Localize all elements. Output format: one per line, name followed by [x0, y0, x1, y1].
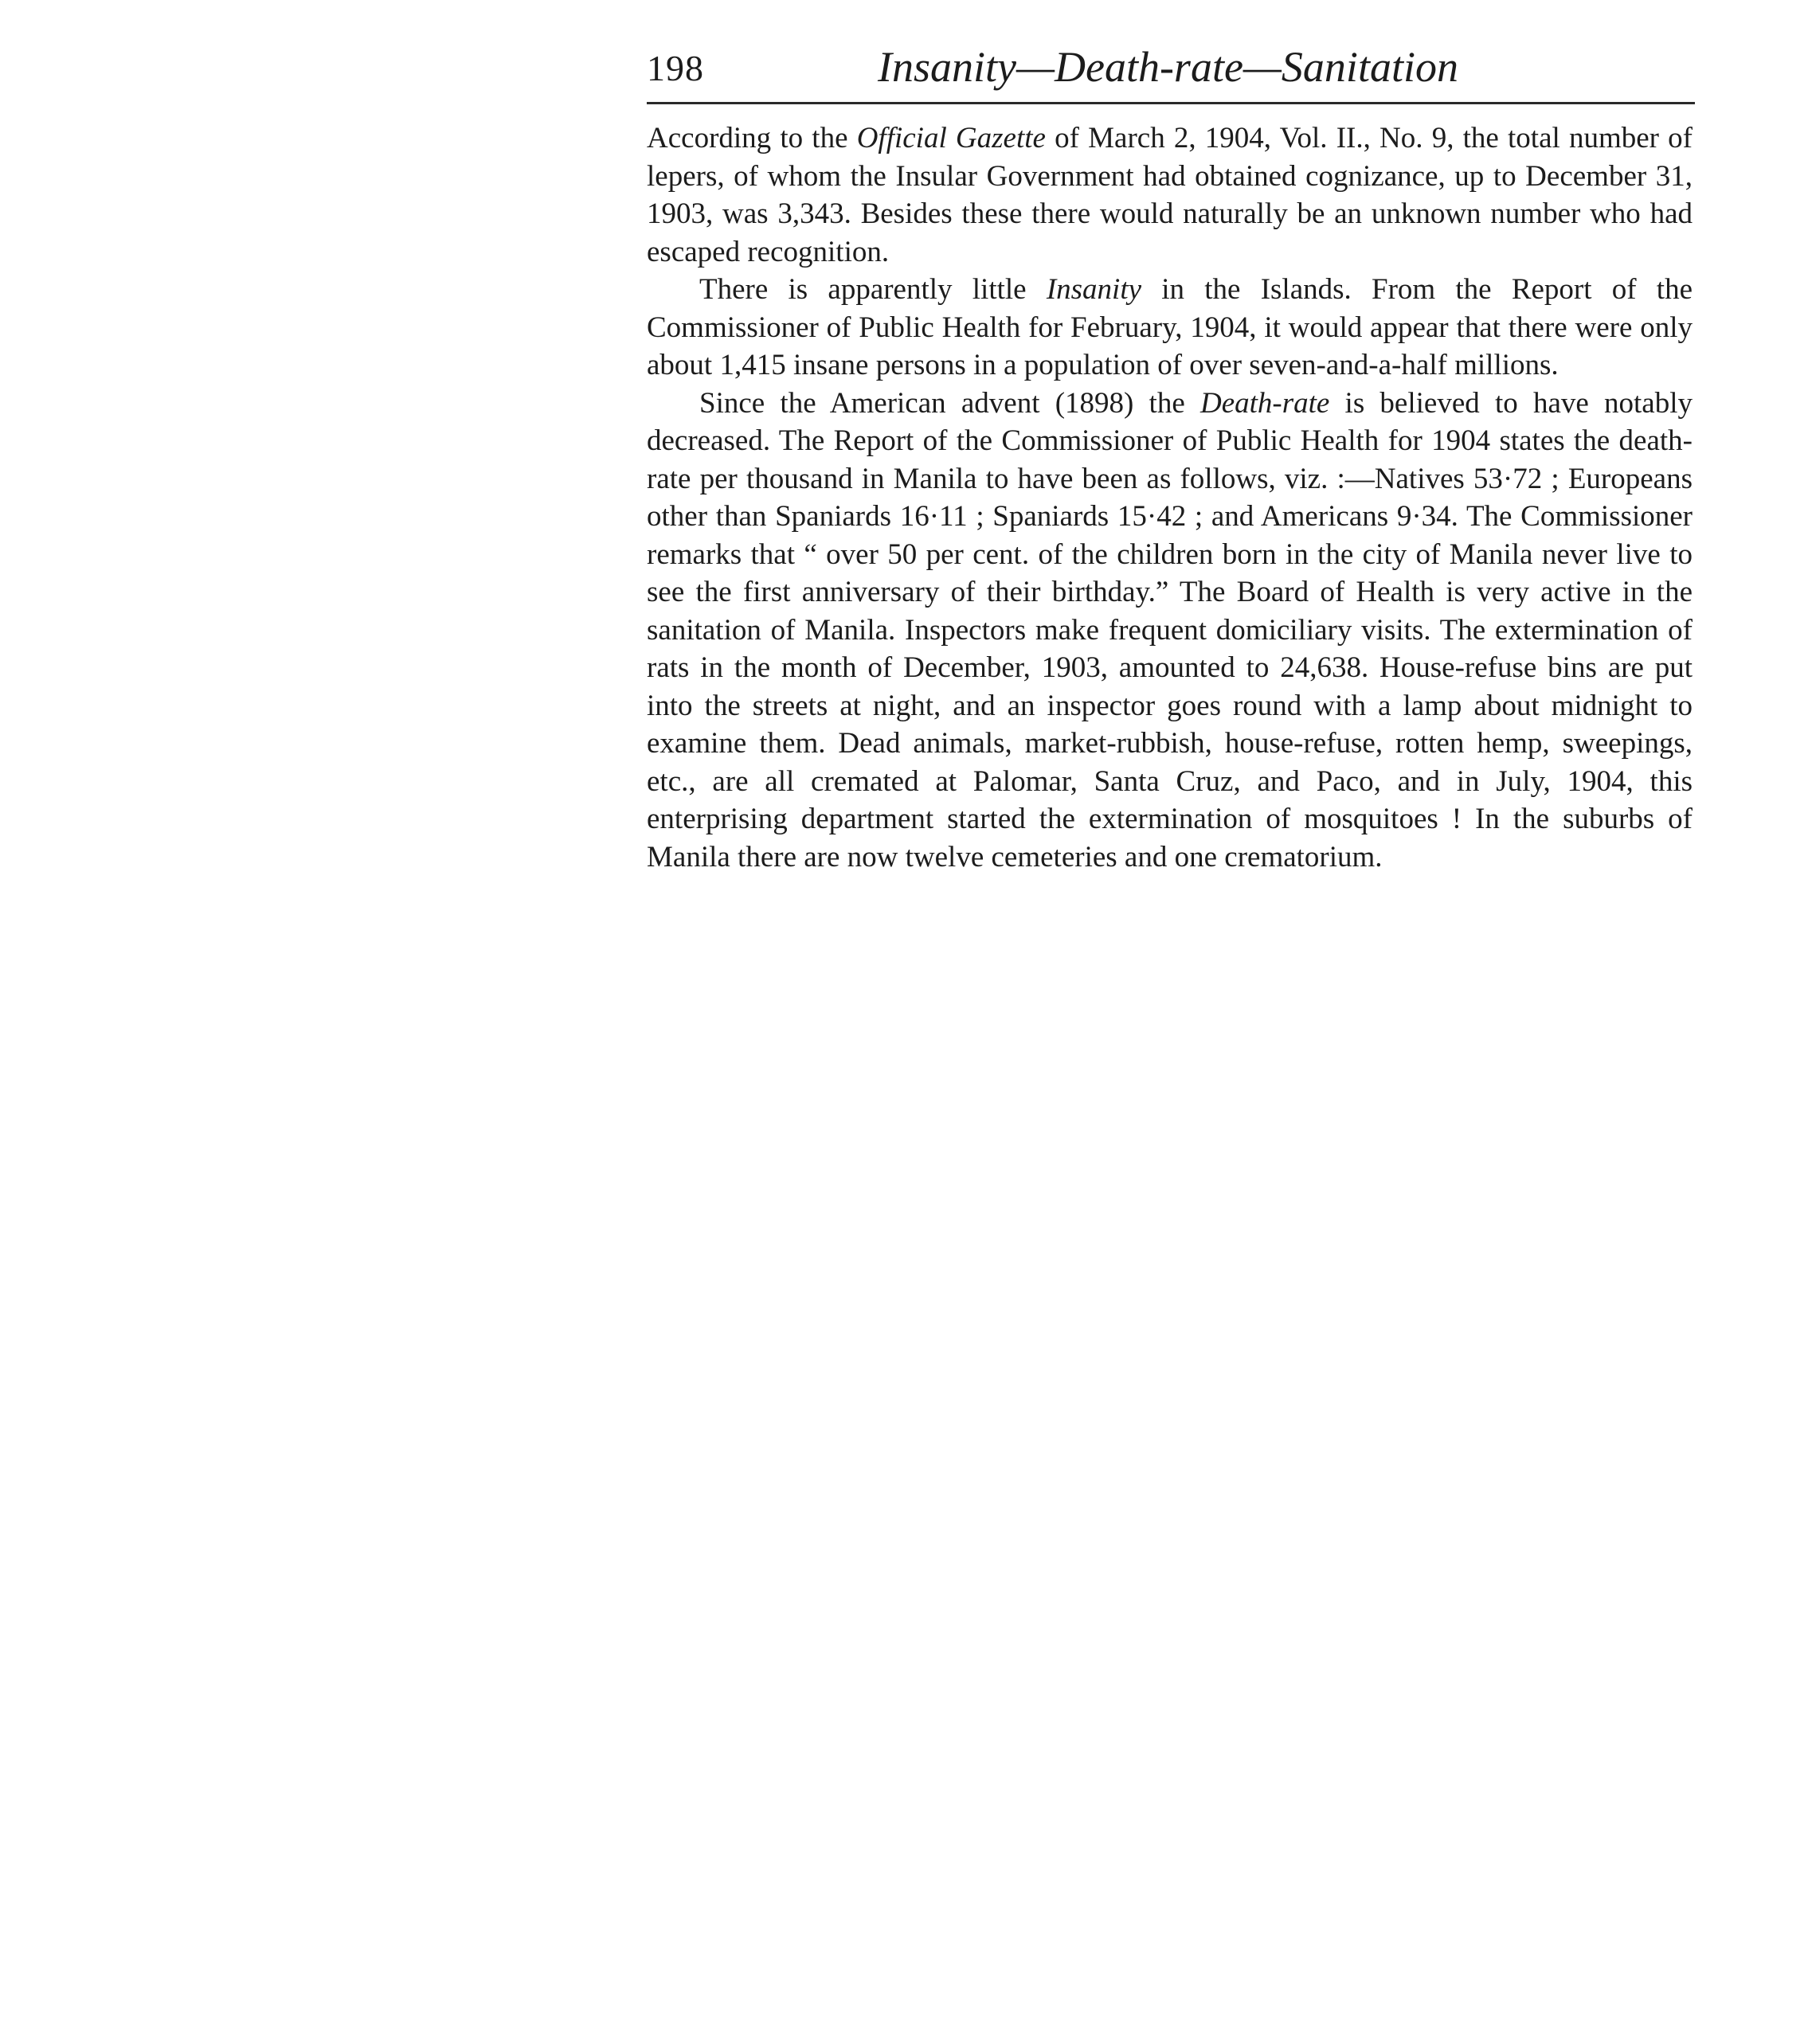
paragraph-death-rate-text-2: is believed to have notably decreased. The Report of the Commissioner of Public Health for 1904 states the death-rate per thousand in Manila to have been as follows, viz. :—Natives 53·72 ; Europeans other than Spaniards 16·11 ; Spaniards 15·42 ; and Americans 9·34. The Commissioner remarks that “ over 50 per cent. of the children born in the city of Manila never live to see the first anniversary of their birthday.” The Board of Health is very active in the sanitation of Manila. Inspectors make frequent domiciliary visits. The extermination of rats in the month of December, 1903, amounted to 24,638. House-refuse bins are put into the streets at night, and an inspector goes round with a lamp about midnight to examine them. Dead animals, market-rubbish, house-refuse, rotten hemp, sweepings, etc., are all cremated at Palomar, Santa Cruz, and Paco, and in July, 1904, this enterprising department started the extermination of mosquitoes ! In the suburbs of Manila there are now twelve cemeteries and one crematorium. — [647, 386, 1693, 873]
running-head — [647, 41, 1698, 94]
paragraph-insanity-text-2: in the Islands. From the Report of the Commissioner of Public Health for February, 1904, it would appear that there were only about 1,415 insane persons in a population of over seven-and-a-half millions. — [647, 273, 1693, 381]
paragraph-lepers-text-1: According to the — [647, 122, 857, 154]
body-text — [647, 119, 1693, 876]
running-title: Insanity—Death-rate—Sanitation — [878, 43, 1458, 91]
official-gazette-title: Official Gazette — [856, 122, 1046, 154]
death-rate-term: Death-rate — [1199, 386, 1330, 420]
paragraph-lepers-text-2: of March 2, 1904, Vol. II., No. 9, the total number of lepers, of whom the Insular Government had obtained cognizance, up to December 31, 1903, was 3,343. Besides these there would naturally be an unknown number who had escaped recognition. — [647, 122, 1693, 268]
paragraph-death-rate — [647, 385, 1693, 877]
header-rule — [647, 102, 1695, 104]
insanity-term: Insanity — [1046, 273, 1142, 306]
paragraph-lepers — [647, 119, 1693, 271]
paragraph-insanity — [647, 271, 1693, 385]
page-number: 198 — [647, 48, 704, 88]
paragraph-insanity-text-1: There is apparently little — [699, 273, 1047, 306]
paragraph-death-rate-text-1: Since the American advent (1898) the — [699, 386, 1200, 420]
